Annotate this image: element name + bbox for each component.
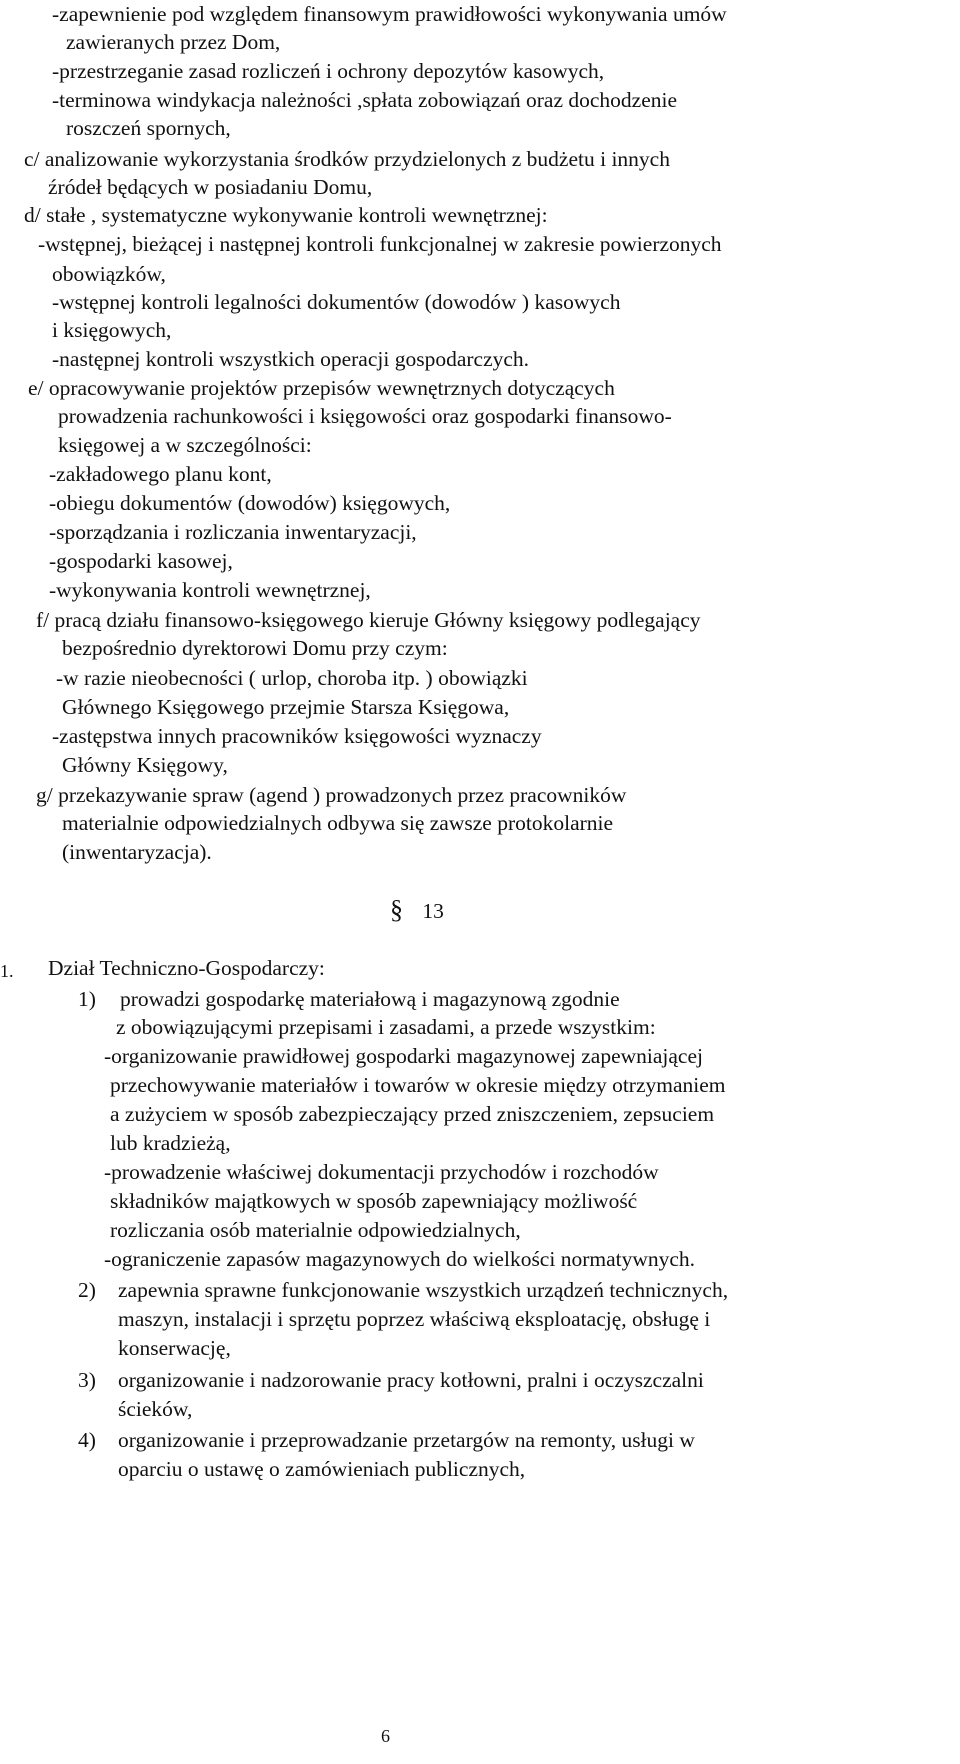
sub-item-number: 1) [78, 987, 96, 1011]
item-title: Dział Techniczno-Gospodarczy: [48, 956, 325, 980]
text-line: prowadzi gospodarkę materiałową i magazynową zgodnie [120, 987, 620, 1011]
text-line: obowiązków, [52, 262, 166, 286]
text-line: przechowywanie materiałów i towarów w okresie między otrzymaniem [110, 1073, 726, 1097]
text-line: -ograniczenie zapasów magazynowych do wielkości normatywnych. [104, 1247, 696, 1271]
section-number: 13 [422, 899, 444, 923]
text-line: -wykonywania kontroli wewnętrznej, [49, 578, 371, 602]
text-line: -gospodarki kasowej, [49, 549, 233, 573]
text-line: -prowadzenie właściwej dokumentacji przychodów i rozchodów [104, 1160, 659, 1184]
text-line: lub kradzieżą, [110, 1131, 231, 1155]
sub-item-number: 2) [78, 1278, 96, 1302]
text-line: źródeł będących w posiadaniu Domu, [48, 175, 373, 199]
text-line: -wstępnej kontroli legalności dokumentów (dowodów ) kasowych [52, 290, 621, 314]
text-line: zawieranych przez Dom, [66, 30, 281, 54]
text-line: księgowej a w szczególności: [58, 433, 312, 457]
item-number: 1. [0, 961, 14, 981]
text-line: oparciu o ustawę o zamówieniach publicznych, [118, 1457, 526, 1481]
text-line: -zapewnienie pod względem finansowym prawidłowości wykonywania umów [52, 2, 727, 26]
text-line: c/ analizowanie wykorzystania środków przydzielonych z budżetu i innych [24, 147, 670, 171]
text-line: Głównego Księgowego przejmie Starsza Księgowa, [62, 695, 510, 719]
sub-item-number: 4) [78, 1428, 96, 1452]
section-symbol: § [390, 895, 403, 924]
text-line: organizowanie i przeprowadzanie przetargów na remonty, usługi w [118, 1428, 695, 1452]
text-line: materialnie odpowiedzialnych odbywa się zawsze protokolarnie [62, 811, 614, 835]
text-line: -w razie nieobecności ( urlop, choroba itp. ) obowiązki [56, 666, 528, 690]
text-line: -zakładowego planu kont, [49, 462, 272, 486]
text-line: -obiegu dokumentów (dowodów) księgowych, [49, 491, 451, 515]
text-line: i księgowych, [52, 318, 172, 342]
text-line: -zastępstwa innych pracowników księgowości wyznaczy [52, 724, 542, 748]
text-line: e/ opracowywanie projektów przepisów wewnętrznych dotyczących [28, 376, 615, 400]
text-line: Główny Księgowy, [62, 753, 228, 777]
text-line: d/ stałe , systematyczne wykonywanie kontroli wewnętrznej: [24, 203, 548, 227]
page-number: 6 [381, 1726, 390, 1746]
text-line: -sporządzania i rozliczania inwentaryzacji, [49, 520, 417, 544]
text-line: -terminowa windykacja należności ,spłata zobowiązań oraz dochodzenie [52, 88, 678, 112]
text-line: maszyn, instalacji i sprzętu poprzez właściwą eksploatację, obsługę i [118, 1307, 711, 1331]
text-line: konserwację, [118, 1336, 231, 1360]
text-line: organizowanie i nadzorowanie pracy kotłowni, pralni i oczyszczalni [118, 1368, 704, 1392]
text-line: -następnej kontroli wszystkich operacji gospodarczych. [52, 347, 530, 371]
text-line: -organizowanie prawidłowej gospodarki magazynowej zapewniającej [104, 1044, 703, 1068]
sub-item-number: 3) [78, 1368, 96, 1392]
text-line: ścieków, [118, 1397, 193, 1421]
text-line: f/ pracą działu finansowo-księgowego kieruje Główny księgowy podlegający [36, 608, 701, 632]
text-line: g/ przekazywanie spraw (agend ) prowadzonych przez pracowników [36, 783, 627, 807]
text-line: prowadzenia rachunkowości i księgowości oraz gospodarki finansowo- [58, 404, 672, 428]
text-line: a zużyciem w sposób zabezpieczający przed zniszczeniem, zepsuciem [110, 1102, 715, 1126]
text-line: zapewnia sprawne funkcjonowanie wszystkich urządzeń technicznych, [118, 1278, 729, 1302]
text-line: z obowiązującymi przepisami i zasadami, a przede wszystkim: [116, 1015, 656, 1039]
text-line: (inwentaryzacja). [62, 840, 212, 864]
text-line: rozliczania osób materialnie odpowiedzialnych, [110, 1218, 521, 1242]
text-line: składników majątkowych w sposób zapewniający możliwość [110, 1189, 638, 1213]
text-line: -przestrzeganie zasad rozliczeń i ochrony depozytów kasowych, [52, 59, 605, 83]
text-line: roszczeń spornych, [66, 116, 231, 140]
text-line: bezpośrednio dyrektorowi Domu przy czym: [62, 636, 448, 660]
text-line: -wstępnej, bieżącej i następnej kontroli funkcjonalnej w zakresie powierzonych [38, 232, 722, 256]
section-heading [390, 896, 444, 925]
